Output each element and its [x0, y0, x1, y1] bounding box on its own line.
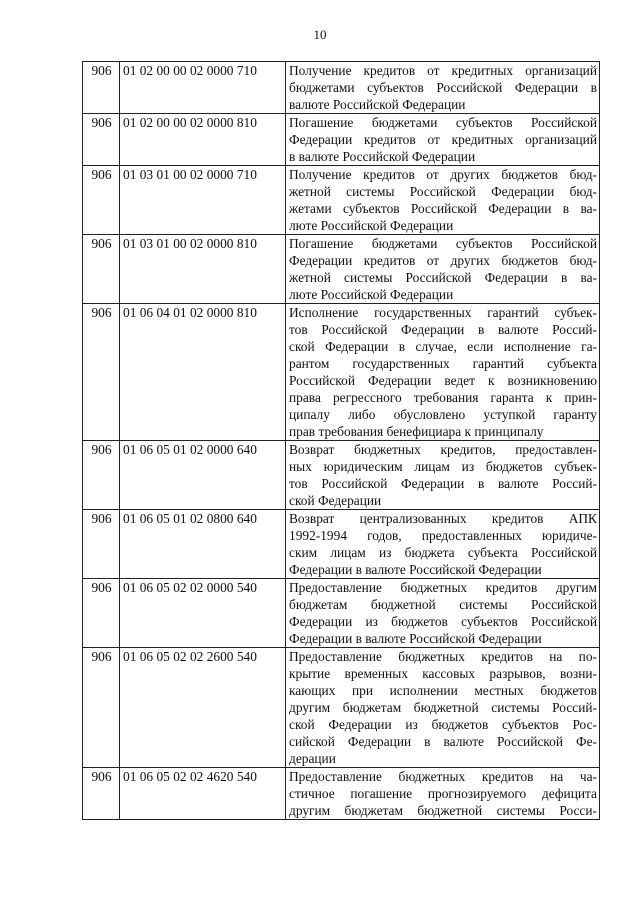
table-row: [83, 62, 600, 114]
source-name-line: Погашение бюджетами субъектов Российской: [289, 115, 597, 130]
source-name-line: Федерации кредитов от других бюджетов бюд-: [289, 253, 597, 268]
source-name-line: валюте Российской Федерации: [289, 97, 466, 112]
source-name-line: люте Российской Федерации: [289, 287, 454, 302]
admin-code-cell: 906: [83, 648, 120, 768]
budget-classification-code-cell: 01 06 04 01 02 0000 810: [120, 304, 286, 441]
admin-code-cell: 906: [83, 441, 120, 510]
source-name-cell: [286, 579, 600, 648]
source-name-line: Федерации кредитов от кредитных организаций: [289, 132, 597, 147]
table-body: [83, 62, 600, 820]
source-name-line: жетами субъектов Российской Федерации в ва-: [289, 201, 597, 216]
table-row: [83, 304, 600, 441]
source-name-line: ской Федерации в случае, если исполнение га-: [289, 339, 597, 354]
source-name-line: крытие временных кассовых разрывов, возни-: [289, 666, 597, 681]
admin-code-cell: 906: [83, 768, 120, 820]
source-name-line: права регрессного требования гаранта к прин-: [289, 390, 597, 405]
table-row: [83, 166, 600, 235]
source-name-line: жетной системы Российской Федерации в ва-: [289, 270, 597, 285]
source-name-line: ской Федерации из бюджетов субъектов Рос-: [289, 717, 597, 732]
source-name-cell: [286, 304, 600, 441]
source-name-cell: [286, 235, 600, 304]
admin-code-cell: 906: [83, 579, 120, 648]
source-name-line: стичное погашение прогнозируемого дефицита: [289, 786, 597, 801]
source-name-line: ципалу либо обусловлено уступкой гаранту: [289, 407, 597, 422]
source-name-line: Федерации в валюте Российской Федерации: [289, 631, 542, 646]
admin-code-cell: 906: [83, 114, 120, 166]
source-name-line: Федерации в валюте Российской Федерации: [289, 562, 542, 577]
source-name-line: ской Федерации: [289, 493, 382, 508]
source-name-cell: [286, 166, 600, 235]
budget-classification-code-cell: 01 03 01 00 02 0000 710: [120, 166, 286, 235]
source-name-line: ных юридическим лицам из бюджетов субъек-: [289, 459, 597, 474]
source-name-cell: [286, 768, 600, 820]
budget-classification-code-cell: 01 06 05 02 02 2600 540: [120, 648, 286, 768]
source-name-line: бюджетам бюджетной системы Российской: [289, 597, 597, 612]
source-name-line: бюджетами субъектов Российской Федерации в: [289, 80, 597, 95]
source-name-line: Возврат централизованных кредитов АПК: [289, 511, 597, 526]
source-name-line: дерации: [289, 751, 336, 766]
table-row: [83, 441, 600, 510]
table-row: [83, 235, 600, 304]
source-name-cell: [286, 648, 600, 768]
admin-code-cell: 906: [83, 235, 120, 304]
admin-code-cell: 906: [83, 166, 120, 235]
source-name-line: 1992-1994 годов, предоставленных юридиче-: [289, 528, 597, 543]
source-name-line: Получение кредитов от других бюджетов бюд-: [289, 167, 597, 182]
source-name-cell: [286, 441, 600, 510]
source-name-cell: [286, 62, 600, 114]
source-name-line: Предоставление бюджетных кредитов другим: [289, 580, 597, 595]
source-name-line: жетной системы Российской Федерации бюд-: [289, 184, 597, 199]
source-name-line: люте Российской Федерации: [289, 218, 454, 233]
source-name-line: другим бюджетам бюджетной системы Росси-: [289, 803, 597, 818]
source-name-line: прав требования бенефициара к принципалу: [289, 424, 544, 439]
source-name-line: рантом государственных гарантий субъекта: [289, 356, 597, 371]
source-name-line: тов Российской Федерации в валюте Россий-: [289, 476, 597, 491]
budget-classification-code-cell: 01 06 05 02 02 0000 540: [120, 579, 286, 648]
source-name-line: сийской Федерации в валюте Российской Фе-: [289, 734, 597, 749]
source-name-line: Погашение бюджетами субъектов Российской: [289, 236, 597, 251]
source-name-line: другим бюджетам бюджетной системы Россий-: [289, 700, 597, 715]
budget-classification-code-cell: 01 02 00 00 02 0000 710: [120, 62, 286, 114]
source-name-line: Российской Федерации ведет к возникновению: [289, 373, 597, 388]
source-name-line: Предоставление бюджетных кредитов на ча-: [289, 769, 597, 784]
source-name-line: Исполнение государственных гарантий субъек-: [289, 305, 597, 320]
source-name-line: Федерации из бюджетов субъектов Российской: [289, 614, 597, 629]
source-name-line: Возврат бюджетных кредитов, предоставлен-: [289, 442, 597, 457]
admin-code-cell: 906: [83, 510, 120, 579]
budget-classification-code-cell: 01 02 00 00 02 0000 810: [120, 114, 286, 166]
source-name-line: ским лицам из бюджета субъекта Российской: [289, 545, 597, 560]
source-name-line: в валюте Российской Федерации: [289, 149, 476, 164]
source-name-line: кающих при исполнении местных бюджетов: [289, 683, 597, 698]
admin-code-cell: 906: [83, 304, 120, 441]
source-name-line: тов Российской Федерации в валюте Россий-: [289, 322, 597, 337]
page-number: 10: [313, 27, 327, 42]
source-name-cell: [286, 510, 600, 579]
table-row: [83, 648, 600, 768]
table-row: [83, 510, 600, 579]
budget-classification-code-cell: 01 06 05 02 02 4620 540: [120, 768, 286, 820]
table-row: [83, 579, 600, 648]
budget-sources-table: [82, 61, 600, 820]
admin-code-cell: 906: [83, 62, 120, 114]
budget-classification-code-cell: 01 03 01 00 02 0000 810: [120, 235, 286, 304]
budget-classification-code-cell: 01 06 05 01 02 0000 640: [120, 441, 286, 510]
table-row: [83, 768, 600, 820]
source-name-line: Предоставление бюджетных кредитов на по-: [289, 649, 597, 664]
source-name-cell: [286, 114, 600, 166]
source-name-line: Получение кредитов от кредитных организаций: [289, 63, 597, 78]
table-row: [83, 114, 600, 166]
budget-classification-code-cell: 01 06 05 01 02 0800 640: [120, 510, 286, 579]
